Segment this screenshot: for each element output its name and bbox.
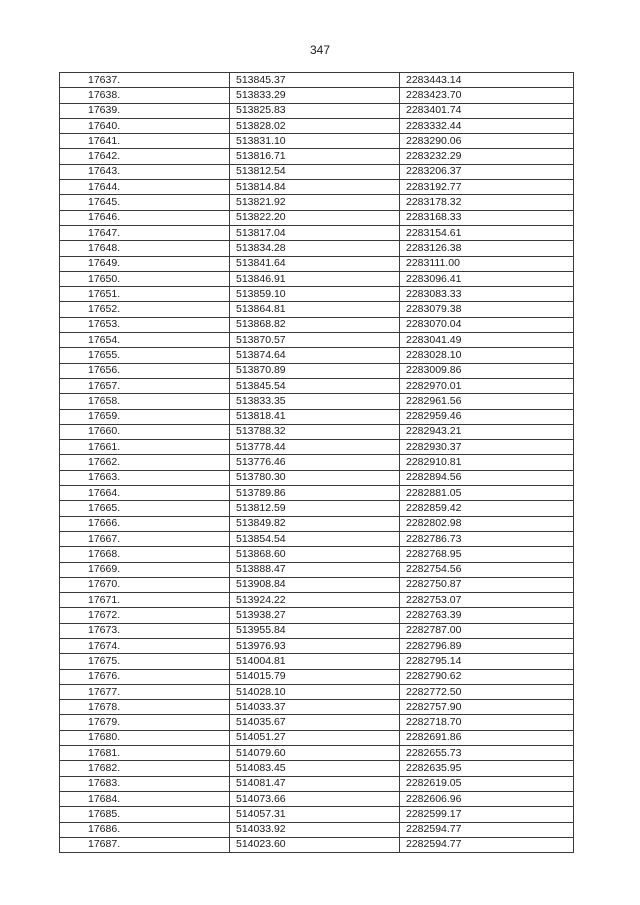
table-row [60, 486, 574, 501]
y-coordinate-cell: 2282959.46 [400, 409, 574, 424]
point-number-cell: 17680. [60, 730, 230, 745]
y-coordinate-cell: 2283290.06 [400, 134, 574, 149]
point-number-cell: 17664. [60, 486, 230, 501]
y-coordinate-cell: 2283096.41 [400, 271, 574, 286]
y-coordinate-cell: 2282802.98 [400, 516, 574, 531]
table-row [60, 73, 574, 88]
x-coordinate-cell: 513868.60 [230, 547, 400, 562]
table-row [60, 623, 574, 638]
table-row [60, 88, 574, 103]
x-coordinate-cell: 513859.10 [230, 287, 400, 302]
x-coordinate-cell: 513845.54 [230, 378, 400, 393]
x-coordinate-cell: 513778.44 [230, 440, 400, 455]
table-row [60, 807, 574, 822]
x-coordinate-cell: 513955.84 [230, 623, 400, 638]
y-coordinate-cell: 2283154.61 [400, 225, 574, 240]
point-number-cell: 17653. [60, 317, 230, 332]
table-row [60, 302, 574, 317]
y-coordinate-cell: 2282930.37 [400, 440, 574, 455]
table-row [60, 531, 574, 546]
x-coordinate-cell: 513976.93 [230, 638, 400, 653]
x-coordinate-cell: 514015.79 [230, 669, 400, 684]
x-coordinate-cell: 513846.91 [230, 271, 400, 286]
table-row [60, 394, 574, 409]
point-number-cell: 17673. [60, 623, 230, 638]
y-coordinate-cell: 2283168.33 [400, 210, 574, 225]
table-row [60, 363, 574, 378]
x-coordinate-cell: 514073.66 [230, 791, 400, 806]
point-number-cell: 17641. [60, 134, 230, 149]
point-number-cell: 17675. [60, 654, 230, 669]
table-row [60, 562, 574, 577]
point-number-cell: 17643. [60, 164, 230, 179]
point-number-cell: 17638. [60, 88, 230, 103]
table-row [60, 593, 574, 608]
point-number-cell: 17670. [60, 577, 230, 592]
table-row [60, 516, 574, 531]
point-number-cell: 17665. [60, 501, 230, 516]
y-coordinate-cell: 2282606.96 [400, 791, 574, 806]
table-row [60, 455, 574, 470]
x-coordinate-cell: 514033.92 [230, 822, 400, 837]
page-number: 347 [309, 43, 331, 57]
x-coordinate-cell: 513831.10 [230, 134, 400, 149]
table-row [60, 577, 574, 592]
table-row [60, 822, 574, 837]
point-number-cell: 17662. [60, 455, 230, 470]
y-coordinate-cell: 2282763.39 [400, 608, 574, 623]
x-coordinate-cell: 514057.31 [230, 807, 400, 822]
table-row [60, 440, 574, 455]
point-number-cell: 17677. [60, 684, 230, 699]
x-coordinate-cell: 513788.32 [230, 424, 400, 439]
point-number-cell: 17687. [60, 837, 230, 852]
x-coordinate-cell: 513834.28 [230, 241, 400, 256]
point-number-cell: 17654. [60, 333, 230, 348]
table-row [60, 134, 574, 149]
y-coordinate-cell: 2283178.32 [400, 195, 574, 210]
table-row [60, 776, 574, 791]
y-coordinate-cell: 2283041.49 [400, 333, 574, 348]
x-coordinate-cell: 513864.81 [230, 302, 400, 317]
y-coordinate-cell: 2282859.42 [400, 501, 574, 516]
y-coordinate-cell: 2282753.07 [400, 593, 574, 608]
x-coordinate-cell: 514023.60 [230, 837, 400, 852]
y-coordinate-cell: 2282635.95 [400, 761, 574, 776]
x-coordinate-cell: 513924.22 [230, 593, 400, 608]
y-coordinate-cell: 2283332.44 [400, 118, 574, 133]
point-number-cell: 17686. [60, 822, 230, 837]
table-row [60, 654, 574, 669]
point-number-cell: 17647. [60, 225, 230, 240]
point-number-cell: 17642. [60, 149, 230, 164]
y-coordinate-cell: 2282619.05 [400, 776, 574, 791]
y-coordinate-cell: 2282594.77 [400, 822, 574, 837]
table-row [60, 409, 574, 424]
x-coordinate-cell: 513816.71 [230, 149, 400, 164]
point-number-cell: 17683. [60, 776, 230, 791]
y-coordinate-cell: 2282718.70 [400, 715, 574, 730]
table-row [60, 470, 574, 485]
y-coordinate-cell: 2283079.38 [400, 302, 574, 317]
y-coordinate-cell: 2282910.81 [400, 455, 574, 470]
y-coordinate-cell: 2282772.50 [400, 684, 574, 699]
table-row [60, 103, 574, 118]
table-row [60, 501, 574, 516]
y-coordinate-cell: 2283111.00 [400, 256, 574, 271]
coordinates-table-body [60, 73, 574, 853]
x-coordinate-cell: 513776.46 [230, 455, 400, 470]
point-number-cell: 17648. [60, 241, 230, 256]
table-row [60, 241, 574, 256]
x-coordinate-cell: 513818.41 [230, 409, 400, 424]
point-number-cell: 17663. [60, 470, 230, 485]
table-row [60, 118, 574, 133]
x-coordinate-cell: 514004.81 [230, 654, 400, 669]
table-row [60, 746, 574, 761]
x-coordinate-cell: 513814.84 [230, 180, 400, 195]
y-coordinate-cell: 2282599.17 [400, 807, 574, 822]
point-number-cell: 17651. [60, 287, 230, 302]
y-coordinate-cell: 2282881.05 [400, 486, 574, 501]
x-coordinate-cell: 514033.37 [230, 700, 400, 715]
point-number-cell: 17649. [60, 256, 230, 271]
point-number-cell: 17644. [60, 180, 230, 195]
x-coordinate-cell: 513874.64 [230, 348, 400, 363]
table-row [60, 608, 574, 623]
table-row [60, 164, 574, 179]
table-row [60, 715, 574, 730]
x-coordinate-cell: 513888.47 [230, 562, 400, 577]
point-number-cell: 17679. [60, 715, 230, 730]
x-coordinate-cell: 513854.54 [230, 531, 400, 546]
table-row [60, 638, 574, 653]
y-coordinate-cell: 2283401.74 [400, 103, 574, 118]
x-coordinate-cell: 513841.64 [230, 256, 400, 271]
point-number-cell: 17658. [60, 394, 230, 409]
table-row [60, 669, 574, 684]
point-number-cell: 17661. [60, 440, 230, 455]
y-coordinate-cell: 2283083.33 [400, 287, 574, 302]
y-coordinate-cell: 2282790.62 [400, 669, 574, 684]
table-row [60, 424, 574, 439]
x-coordinate-cell: 513845.37 [230, 73, 400, 88]
table-row [60, 195, 574, 210]
point-number-cell: 17652. [60, 302, 230, 317]
x-coordinate-cell: 514035.67 [230, 715, 400, 730]
y-coordinate-cell: 2282768.95 [400, 547, 574, 562]
x-coordinate-cell: 513780.30 [230, 470, 400, 485]
point-number-cell: 17681. [60, 746, 230, 761]
table-row [60, 210, 574, 225]
x-coordinate-cell: 513828.02 [230, 118, 400, 133]
point-number-cell: 17646. [60, 210, 230, 225]
x-coordinate-cell: 513812.54 [230, 164, 400, 179]
table-row [60, 225, 574, 240]
table-row [60, 837, 574, 852]
table-row [60, 271, 574, 286]
y-coordinate-cell: 2282655.73 [400, 746, 574, 761]
y-coordinate-cell: 2282961.56 [400, 394, 574, 409]
point-number-cell: 17650. [60, 271, 230, 286]
y-coordinate-cell: 2282754.56 [400, 562, 574, 577]
x-coordinate-cell: 513868.82 [230, 317, 400, 332]
point-number-cell: 17655. [60, 348, 230, 363]
table-row [60, 791, 574, 806]
table-row [60, 287, 574, 302]
table-row [60, 256, 574, 271]
y-coordinate-cell: 2282894.56 [400, 470, 574, 485]
point-number-cell: 17669. [60, 562, 230, 577]
table-row [60, 378, 574, 393]
y-coordinate-cell: 2282691.86 [400, 730, 574, 745]
point-number-cell: 17671. [60, 593, 230, 608]
y-coordinate-cell: 2282796.89 [400, 638, 574, 653]
table-row [60, 317, 574, 332]
table-row [60, 149, 574, 164]
point-number-cell: 17659. [60, 409, 230, 424]
table-row [60, 684, 574, 699]
point-number-cell: 17660. [60, 424, 230, 439]
coordinates-table [59, 72, 574, 853]
x-coordinate-cell: 514081.47 [230, 776, 400, 791]
y-coordinate-cell: 2283423.70 [400, 88, 574, 103]
x-coordinate-cell: 514051.27 [230, 730, 400, 745]
point-number-cell: 17657. [60, 378, 230, 393]
y-coordinate-cell: 2283232.29 [400, 149, 574, 164]
y-coordinate-cell: 2282594.77 [400, 837, 574, 852]
table-row [60, 700, 574, 715]
point-number-cell: 17645. [60, 195, 230, 210]
x-coordinate-cell: 513812.59 [230, 501, 400, 516]
x-coordinate-cell: 513870.89 [230, 363, 400, 378]
x-coordinate-cell: 513849.82 [230, 516, 400, 531]
point-number-cell: 17684. [60, 791, 230, 806]
y-coordinate-cell: 2282786.73 [400, 531, 574, 546]
x-coordinate-cell: 513908.84 [230, 577, 400, 592]
point-number-cell: 17668. [60, 547, 230, 562]
x-coordinate-cell: 513817.04 [230, 225, 400, 240]
point-number-cell: 17672. [60, 608, 230, 623]
table-row [60, 180, 574, 195]
point-number-cell: 17678. [60, 700, 230, 715]
point-number-cell: 17685. [60, 807, 230, 822]
y-coordinate-cell: 2282750.87 [400, 577, 574, 592]
y-coordinate-cell: 2282795.14 [400, 654, 574, 669]
y-coordinate-cell: 2283009.86 [400, 363, 574, 378]
y-coordinate-cell: 2282757.90 [400, 700, 574, 715]
y-coordinate-cell: 2283028.10 [400, 348, 574, 363]
point-number-cell: 17674. [60, 638, 230, 653]
point-number-cell: 17666. [60, 516, 230, 531]
x-coordinate-cell: 513833.35 [230, 394, 400, 409]
table-row [60, 761, 574, 776]
y-coordinate-cell: 2283206.37 [400, 164, 574, 179]
x-coordinate-cell: 513821.92 [230, 195, 400, 210]
point-number-cell: 17682. [60, 761, 230, 776]
x-coordinate-cell: 513870.57 [230, 333, 400, 348]
point-number-cell: 17637. [60, 73, 230, 88]
point-number-cell: 17656. [60, 363, 230, 378]
x-coordinate-cell: 514079.60 [230, 746, 400, 761]
y-coordinate-cell: 2282787.00 [400, 623, 574, 638]
y-coordinate-cell: 2283192.77 [400, 180, 574, 195]
x-coordinate-cell: 514028.10 [230, 684, 400, 699]
table-row [60, 333, 574, 348]
y-coordinate-cell: 2283443.14 [400, 73, 574, 88]
table-row [60, 348, 574, 363]
y-coordinate-cell: 2282970.01 [400, 378, 574, 393]
table-row [60, 547, 574, 562]
point-number-cell: 17639. [60, 103, 230, 118]
x-coordinate-cell: 513833.29 [230, 88, 400, 103]
x-coordinate-cell: 513822.20 [230, 210, 400, 225]
x-coordinate-cell: 513825.83 [230, 103, 400, 118]
y-coordinate-cell: 2283070.04 [400, 317, 574, 332]
point-number-cell: 17676. [60, 669, 230, 684]
x-coordinate-cell: 514083.45 [230, 761, 400, 776]
y-coordinate-cell: 2283126.38 [400, 241, 574, 256]
point-number-cell: 17640. [60, 118, 230, 133]
x-coordinate-cell: 513938.27 [230, 608, 400, 623]
y-coordinate-cell: 2282943.21 [400, 424, 574, 439]
table-row [60, 730, 574, 745]
point-number-cell: 17667. [60, 531, 230, 546]
x-coordinate-cell: 513789.86 [230, 486, 400, 501]
